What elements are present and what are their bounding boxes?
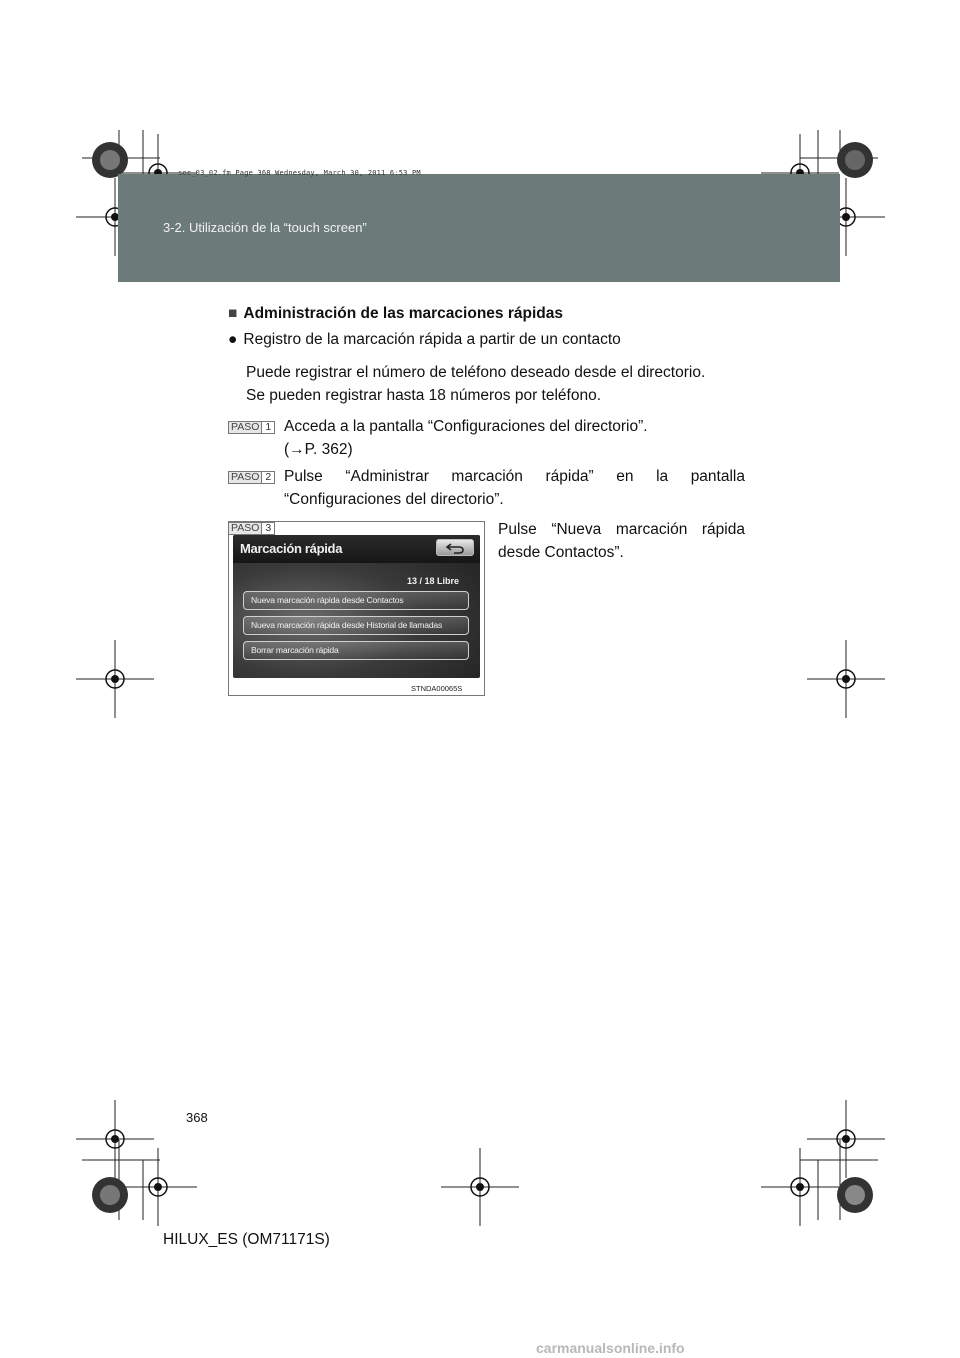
step-1-badge: PASO 1 <box>228 421 275 434</box>
section-heading <box>228 303 563 325</box>
back-button[interactable] <box>436 539 474 556</box>
step-3-line-1: Pulse “Nueva marcación rápida <box>498 521 745 538</box>
section-title: 3-2. Utilización de la “touch screen” <box>163 220 367 235</box>
touch-screen-display <box>233 535 480 678</box>
watermark: carmanualsonline.info <box>536 1340 685 1356</box>
circle-bullet-icon: ● <box>228 331 238 348</box>
model-code: HILUX_ES (OM71171S) <box>163 1231 330 1248</box>
screen-title: Marcación rápida <box>240 541 343 556</box>
step-2-line-2: “Configuraciones del directorio”. <box>284 491 504 508</box>
subheading <box>228 329 621 351</box>
new-speed-dial-from-contacts-button[interactable]: Nueva marcación rápida desde Contactos <box>243 591 469 610</box>
delete-speed-dial-button[interactable]: Borrar marcación rápida <box>243 641 469 660</box>
subheading-text: Registro de la marcación rápida a partir de un contacto <box>243 331 621 348</box>
step-1-line-2: (→P. 362) <box>284 441 353 458</box>
intro-line-2: Se pueden registrar hasta 18 números por teléfono. <box>246 387 602 404</box>
heading-text: Administración de las marcaciones rápidas <box>243 305 563 322</box>
new-speed-dial-from-history-button[interactable]: Nueva marcación rápida desde Historial de llamadas <box>243 616 469 635</box>
step-1-line-1: Acceda a la pantalla “Configuraciones del directorio”. <box>284 418 648 435</box>
step-3-badge: PASO 3 <box>228 522 275 535</box>
file-stamp: sec_03_02.fm Page 368 Wednesday, March 30, 2011 6:53 PM <box>178 169 421 177</box>
page-number: 368 <box>186 1110 208 1125</box>
image-id: STNDA00065S <box>411 684 463 693</box>
step-3-line-2: desde Contactos”. <box>498 544 624 561</box>
step-2-line-1: Pulse “Administrar marcación rápida” en la pantalla <box>284 468 745 485</box>
speed-dial-counter: 13 / 18 Libre <box>407 576 460 586</box>
step-2-badge: PASO 2 <box>228 471 275 484</box>
intro-line-1: Puede registrar el número de teléfono deseado desde el directorio. <box>246 364 706 381</box>
return-arrow-icon <box>445 542 465 554</box>
square-bullet-icon: ■ <box>228 305 238 322</box>
